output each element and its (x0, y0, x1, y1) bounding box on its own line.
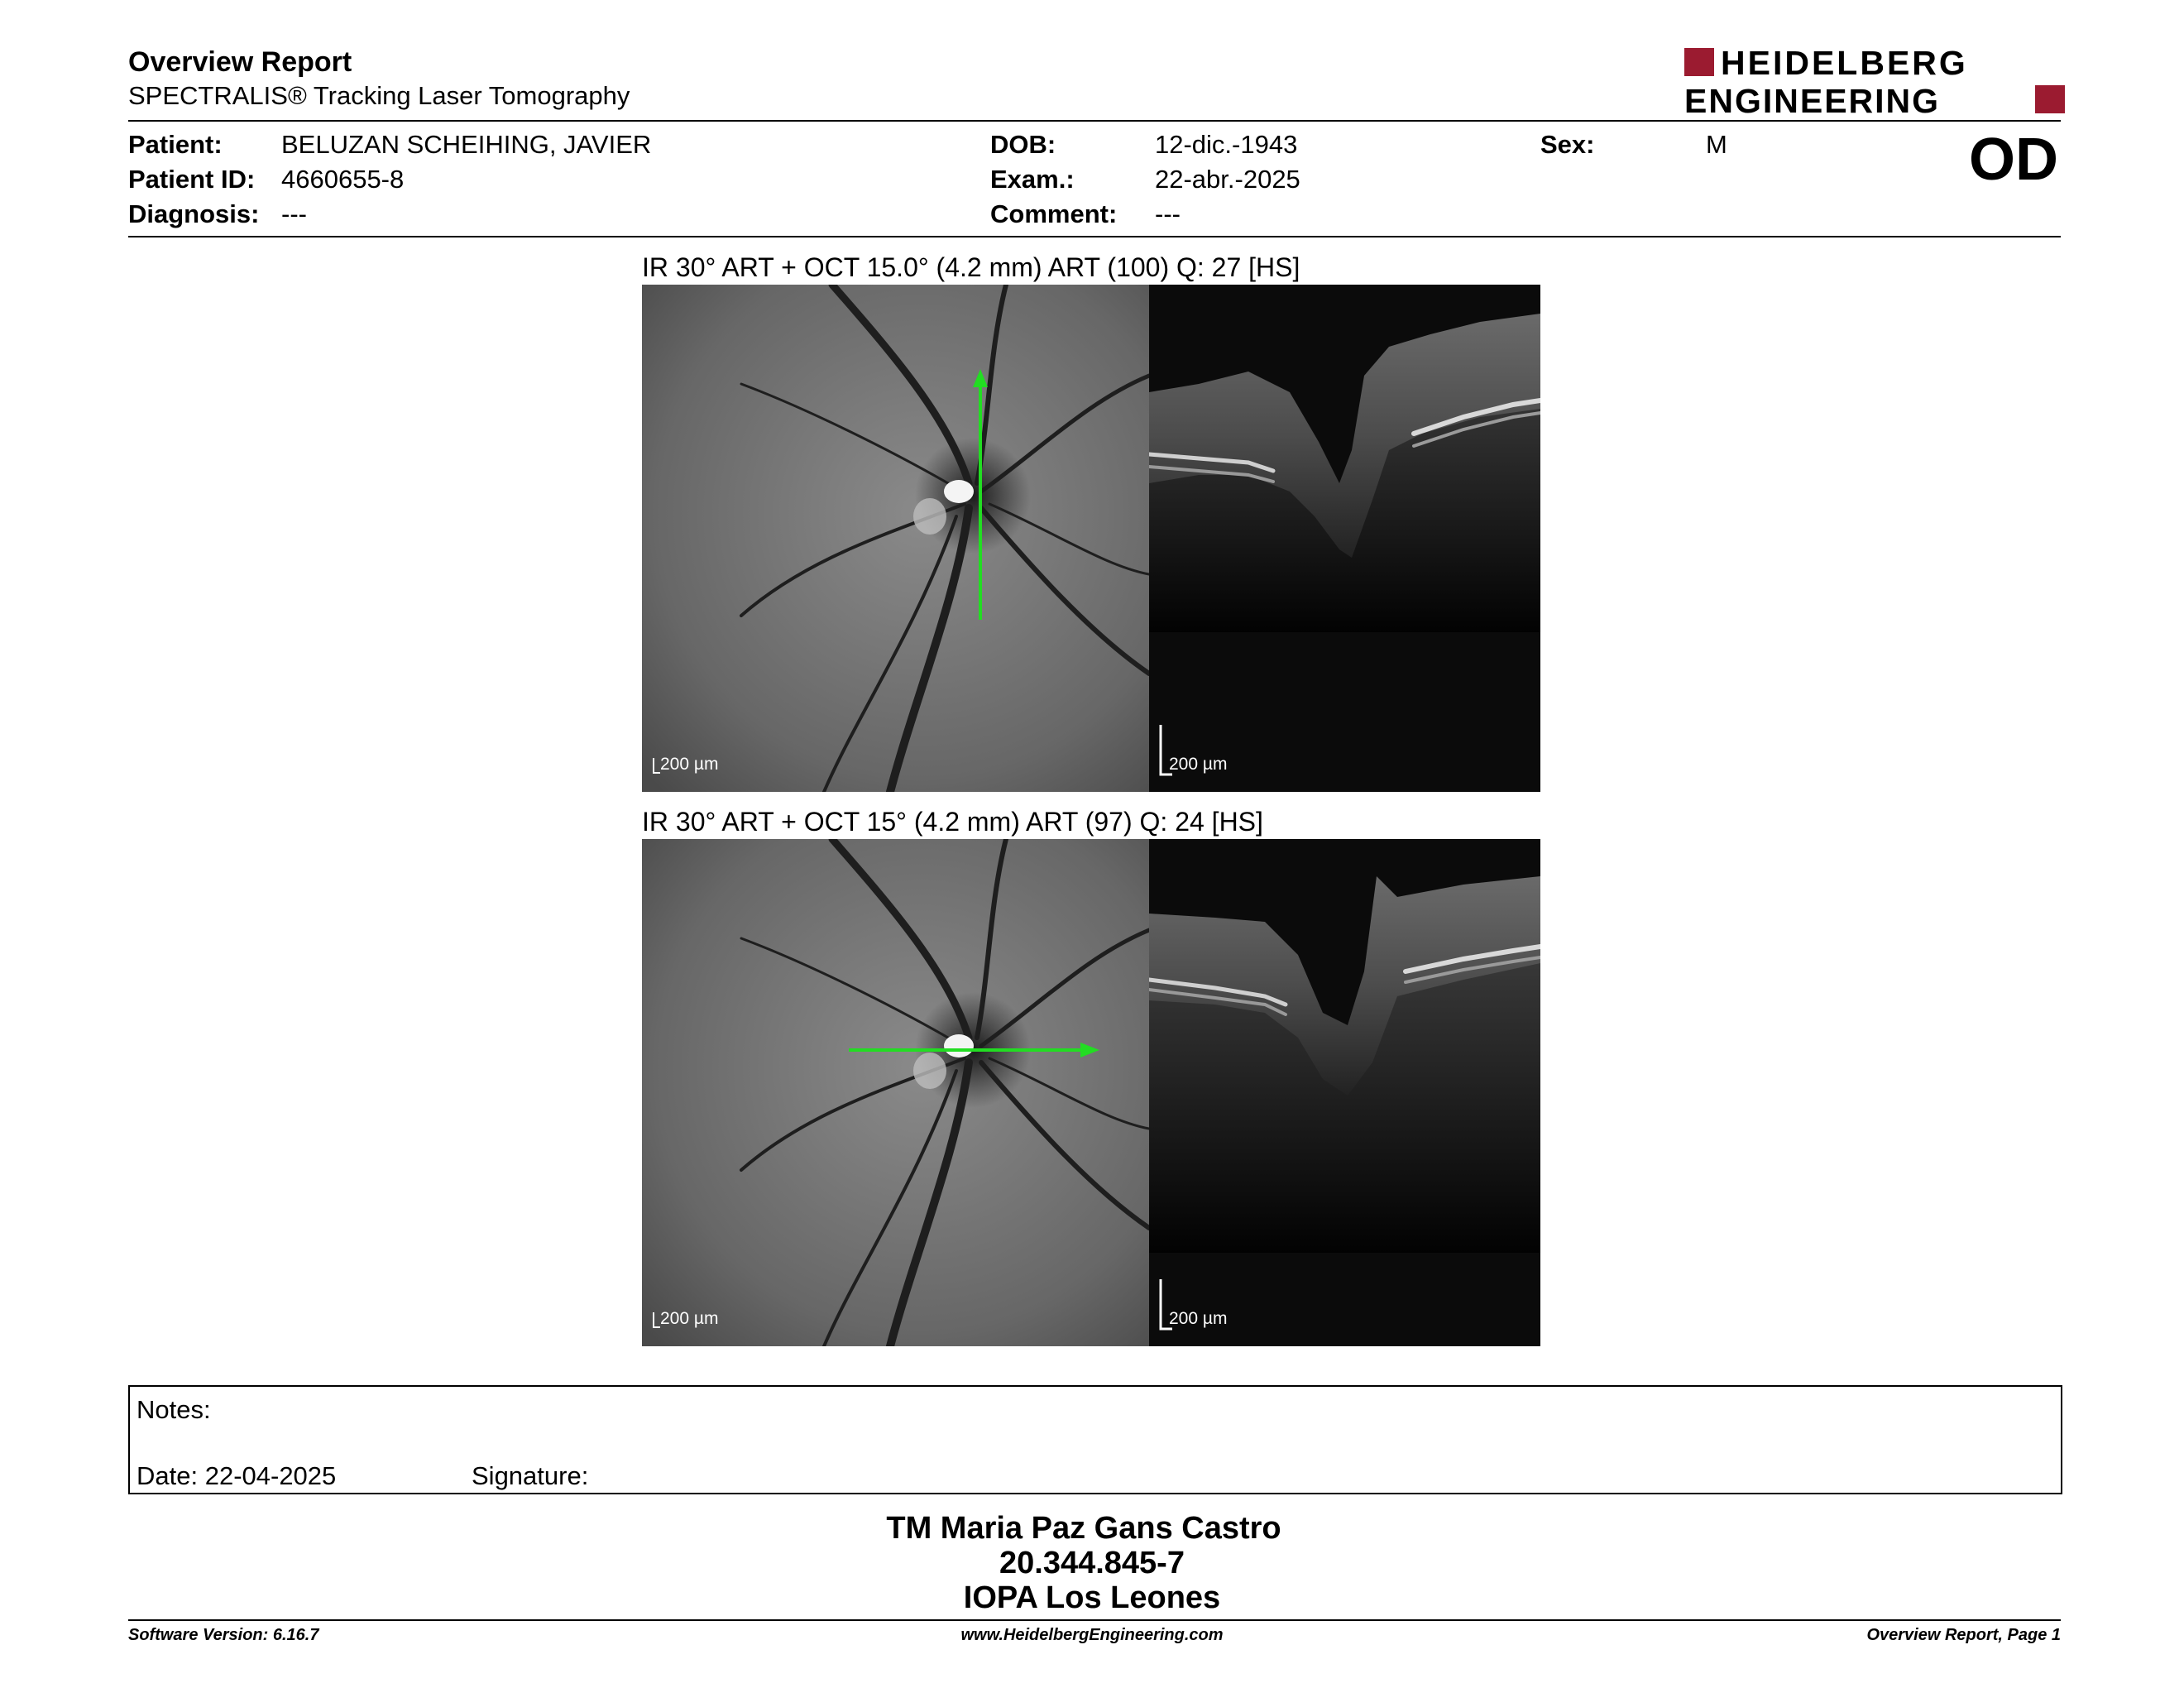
notes-label: Notes: (136, 1395, 211, 1424)
scan-2-fundus-image[interactable] (642, 839, 1149, 1346)
page-indicator: Overview Report, Page 1 (1866, 1626, 2061, 1644)
comment-label: Comment: (990, 199, 1118, 228)
patient-name: BELUZAN SCHEIHING, JAVIER (281, 130, 652, 159)
patient-id-label: Patient ID: (128, 165, 256, 194)
sex-label: Sex: (1540, 130, 1595, 159)
scan-2-oct-scale: 200 µm (1169, 1309, 1228, 1328)
scan-1-oct-scale: 200 µm (1169, 755, 1228, 774)
logo-square-bottom (2035, 85, 2065, 113)
software-version: Software Version: 6.16.7 (128, 1626, 319, 1644)
scan-1-caption: IR 30° ART + OCT 15.0° (4.2 mm) ART (100) Q: 27 [HS] (642, 252, 1300, 282)
optic-disc-highlight (944, 1034, 974, 1057)
scan-1-oct-image[interactable] (1149, 285, 1540, 792)
patient-id: 4660655-8 (281, 165, 405, 194)
dob-label: DOB: (990, 130, 1056, 159)
comment-value: --- (1155, 199, 1181, 228)
footer-divider (128, 1619, 2061, 1621)
scan-1-fundus-scale: 200 µm (660, 755, 719, 774)
header-divider (128, 120, 2061, 122)
report-title: Overview Report (128, 46, 352, 78)
signer-id: 20.344.845-7 (999, 1546, 1185, 1580)
exam-label: Exam.: (990, 165, 1075, 194)
diagnosis-value: --- (281, 199, 307, 228)
notes-box[interactable] (128, 1385, 2062, 1494)
scan-1-fundus-image[interactable] (642, 285, 1149, 792)
signature-label: Signature: (472, 1461, 589, 1490)
scan-2-caption: IR 30° ART + OCT 15° (4.2 mm) ART (97) Q: 24 [HS] (642, 807, 1263, 837)
logo-text-1: HEIDELBERG (1721, 46, 1968, 82)
scan-2-fundus-scale: 200 µm (660, 1309, 719, 1328)
dob-value: 12-dic.-1943 (1155, 130, 1298, 159)
patient-divider (128, 236, 2061, 237)
signer-institution: IOPA Los Leones (963, 1580, 1221, 1615)
optic-disc-highlight (944, 480, 974, 503)
heidelberg-logo (1684, 46, 2065, 117)
exam-value: 22-abr.-2025 (1155, 165, 1300, 194)
signer-name: TM Maria Paz Gans Castro (886, 1511, 1281, 1546)
website-link[interactable]: www.HeidelbergEngineering.com (960, 1626, 1224, 1644)
logo-square-top (1684, 48, 1714, 76)
sex-value: M (1706, 130, 1727, 159)
logo-text-2: ENGINEERING (1684, 82, 1941, 117)
patient-label: Patient: (128, 130, 223, 159)
date-label: Date: 22-04-2025 (136, 1461, 337, 1490)
report-subtitle: SPECTRALIS® Tracking Laser Tomography (128, 81, 630, 110)
scan-2-oct-image[interactable] (1149, 839, 1540, 1346)
diagnosis-label: Diagnosis: (128, 199, 260, 228)
eye-indicator: OD (1969, 127, 2058, 193)
